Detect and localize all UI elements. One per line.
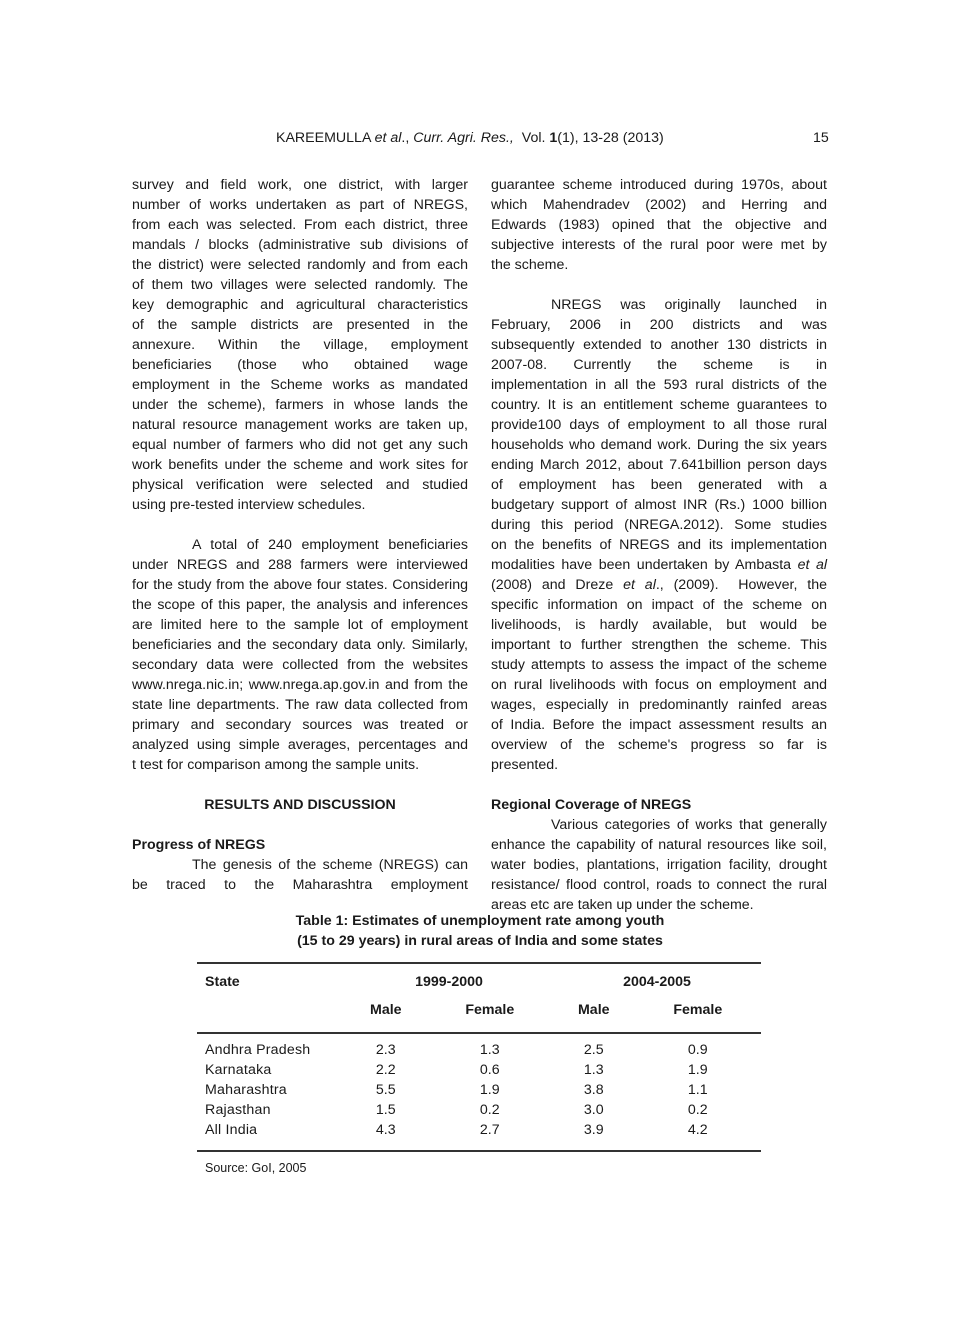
cell-state: Andhra Pradesh	[205, 1042, 311, 1058]
header-male: Male	[345, 992, 427, 1033]
text-line: natural resource management works are taken up,	[132, 417, 468, 433]
text-line: the district) were selected randomly and from each	[132, 257, 468, 273]
text-line: number of works undertaken as part of NREGS,	[132, 197, 468, 213]
text-line: country. It is an entitlement scheme guarantees to	[491, 397, 827, 413]
text-line: from each was selected. From each district, three	[132, 217, 468, 233]
table-caption-line: (15 to 29 years) in rural areas of India and some states	[297, 933, 663, 949]
text-line: under NREGS and 288 farmers were interviewed	[132, 557, 468, 573]
table-subheader-row	[197, 992, 761, 1033]
text-line: presented.	[491, 757, 559, 773]
cell-value: 3.9	[553, 1120, 635, 1151]
citation-separator: .,	[401, 130, 414, 146]
journal-citation	[276, 130, 664, 146]
text-line: of the sample districts are presented in the	[132, 317, 468, 333]
text-line: A total of 240 employment beneficiaries	[192, 537, 468, 553]
table-header-row	[197, 963, 761, 992]
unemployment-table	[197, 962, 761, 1152]
text-line: secondary data were collected from the websites	[132, 657, 468, 673]
text-line: for the study from the above four states. Considering	[132, 577, 468, 593]
cell-value: 1.9	[687, 1062, 708, 1078]
text-line: beneficiaries (those who obtained wage	[132, 357, 468, 373]
text-line: the scope of this paper, the analysis and inferences	[132, 597, 468, 613]
text-line: work benefits under the scheme and work sites for	[132, 457, 468, 473]
italic-etal: et al	[623, 577, 656, 593]
cell-value: 0.6	[479, 1062, 500, 1078]
cell-value: 0.2	[687, 1102, 708, 1118]
cell-state: Karnataka	[205, 1062, 272, 1078]
text-segment: (2008) and Dreze	[491, 577, 624, 593]
running-header	[0, 130, 960, 150]
text-line: during this period (NREGA.2012). Some studies	[491, 517, 827, 533]
text-line: www.nrega.nic.in; www.nrega.ap.gov.in and from the	[132, 677, 468, 693]
text-line: of employment has been generated with a	[491, 477, 827, 493]
text-line: specific information on impact of the scheme on	[491, 597, 827, 613]
table-caption	[0, 911, 960, 951]
text-line: annexure. Within the village, employment	[132, 337, 468, 353]
text-line: the scheme.	[491, 257, 569, 273]
paragraph-regional	[491, 815, 827, 915]
text-line: Edwards (1983) opined that the objective and	[491, 217, 827, 233]
text-line: equal number of farmers who did not get any such	[132, 437, 468, 453]
text-line: areas etc are taken up under the scheme.	[491, 897, 754, 913]
table-row	[197, 1060, 761, 1080]
header-female: Female	[635, 992, 761, 1033]
text-segment: modalities have been undertaken by Ambasta	[491, 557, 798, 573]
citation-authors: KAREEMULLA	[276, 130, 375, 146]
cell-value: 2.3	[375, 1042, 396, 1058]
cell-value: 1.1	[687, 1082, 708, 1098]
page-number: 15	[813, 130, 829, 146]
cell-value: 5.5	[375, 1082, 396, 1098]
cell-value: 0.2	[479, 1102, 500, 1118]
header-female: Female	[427, 992, 553, 1033]
text-line: overview of the scheme's progress so far is	[491, 737, 827, 753]
cell-value: 1.3	[479, 1042, 500, 1058]
text-line: 2007-08. Currently the scheme is in	[491, 357, 827, 373]
citation-vol-prefix: Vol.	[513, 130, 550, 146]
right-column	[491, 175, 827, 915]
text-line: subjective interests of the rural poor were met by	[491, 237, 827, 253]
table-source-note: Source: GoI, 2005	[205, 1161, 307, 1175]
text-line: state line departments. The raw data collected from	[132, 697, 468, 713]
text-line: The genesis of the scheme (NREGS) can	[192, 857, 468, 873]
table-row	[197, 1100, 761, 1120]
cell-value: 2.5	[583, 1042, 604, 1058]
text-line: physical verification were selected and studied	[132, 477, 468, 493]
text-line: of India. Before the impact assessment results an	[491, 717, 827, 733]
text-line: important to further strengthen the scheme. This	[491, 637, 827, 653]
cell-state: All India	[197, 1120, 345, 1151]
text-line: primary and secondary sources was treated or	[132, 717, 468, 733]
text-segment: ., (2009). However, the	[655, 577, 827, 593]
text-line: t test for comparison among the sample units.	[132, 757, 420, 773]
text-line: study attempts to assess the impact of the scheme	[491, 657, 827, 673]
text-line: ending March 2012, about 7.641billion person days	[491, 457, 827, 473]
citation-issue-pages-year: (1), 13-28 (2013)	[557, 130, 664, 146]
subsection-heading-progress: Progress of NREGS	[132, 837, 266, 853]
header-empty	[197, 992, 345, 1033]
header-period-1999: 1999-2000	[345, 963, 553, 992]
cell-value: 4.2	[635, 1120, 761, 1151]
text-line: of them two villages were selected randomly. The	[132, 277, 468, 293]
text-line: on rural livelihoods with focus on employment and	[491, 677, 827, 693]
table-row	[197, 1120, 761, 1151]
table-caption-line: Table 1: Estimates of unemployment rate among youth	[295, 913, 665, 929]
cell-value: 3.0	[583, 1102, 604, 1118]
text-line-dreze	[491, 575, 827, 595]
left-column	[132, 175, 468, 895]
text-line: Various categories of works that generally	[551, 817, 827, 833]
text-line: households who demand work. During the six years	[491, 437, 827, 453]
text-line: implementation in all the 593 rural districts of the	[491, 377, 827, 393]
cell-value: 3.8	[583, 1082, 604, 1098]
text-line: be traced to the Maharashtra employment	[132, 877, 468, 893]
citation-etal: et al	[374, 130, 402, 146]
text-line-ambasta	[491, 555, 827, 575]
header-period-2004: 2004-2005	[553, 963, 761, 992]
paragraph-methodology	[132, 175, 468, 515]
cell-value: 1.9	[479, 1082, 500, 1098]
cell-value: 1.3	[583, 1062, 604, 1078]
citation-volume: 1	[549, 130, 558, 146]
text-line: beneficiaries and the secondary data only. Similarly,	[132, 637, 468, 653]
text-line: NREGS was originally launched in	[551, 297, 827, 313]
text-line: enhance the capability of natural resources like soil,	[491, 837, 827, 853]
cell-value: 0.9	[687, 1042, 708, 1058]
text-line: on the benefits of NREGS and its implementation	[491, 537, 827, 553]
cell-value: 2.2	[375, 1062, 396, 1078]
text-line: budgetary support of almost INR (Rs.) 1000 billion	[491, 497, 827, 513]
text-line: under the scheme), farmers in whose lands the	[132, 397, 468, 413]
subsection-heading-regional-coverage: Regional Coverage of NREGS	[491, 797, 692, 813]
text-line: livelihoods, is hardly available, but would be	[491, 617, 827, 633]
text-line: survey and field work, one district, with larger	[132, 177, 468, 193]
text-line: employment in the Scheme works as mandated	[132, 377, 468, 393]
text-line: February, 2006 in 200 districts and was	[491, 317, 827, 333]
citation-journal: Curr. Agri. Res.,	[413, 130, 514, 146]
text-line: using pre-tested interview schedules.	[132, 497, 366, 513]
cell-value: 4.3	[345, 1120, 427, 1151]
text-line: wages, especially in predominantly rainfed areas	[491, 697, 827, 713]
table-row	[197, 1033, 761, 1060]
text-line: are limited here to the sample lot of employment	[132, 617, 468, 633]
text-line: mandals / blocks (administrative sub divisions of	[132, 237, 468, 253]
text-line: resistance/ flood control, roads to connect the rural	[491, 877, 827, 893]
header-state: State	[197, 963, 345, 992]
text-line: analyzed using simple averages, percentages and	[132, 737, 468, 753]
text-line: provide100 days of employment to all those rural	[491, 417, 827, 433]
cell-value: 2.7	[427, 1120, 553, 1151]
paragraph-sample	[132, 535, 468, 775]
text-line: key demographic and agricultural characteristics	[132, 297, 468, 313]
text-line: which Mahendradev (2002) and Herring and	[491, 197, 827, 213]
cell-state: Maharashtra	[205, 1082, 287, 1098]
paragraph-launch	[491, 295, 827, 775]
italic-etal: et al	[797, 557, 828, 573]
section-heading-results: RESULTS AND DISCUSSION	[204, 797, 396, 813]
text-line: water bodies, plantations, irrigation facility, drought	[491, 857, 827, 873]
cell-state: Rajasthan	[205, 1102, 271, 1118]
header-male: Male	[553, 992, 635, 1033]
text-line: subsequently extended to another 130 districts in	[491, 337, 827, 353]
text-line: guarantee scheme introduced during 1970s, about	[491, 177, 827, 193]
paragraph-genesis	[132, 855, 468, 895]
cell-value: 1.5	[375, 1102, 396, 1118]
paragraph-genesis-cont	[491, 175, 827, 275]
table-row	[197, 1080, 761, 1100]
